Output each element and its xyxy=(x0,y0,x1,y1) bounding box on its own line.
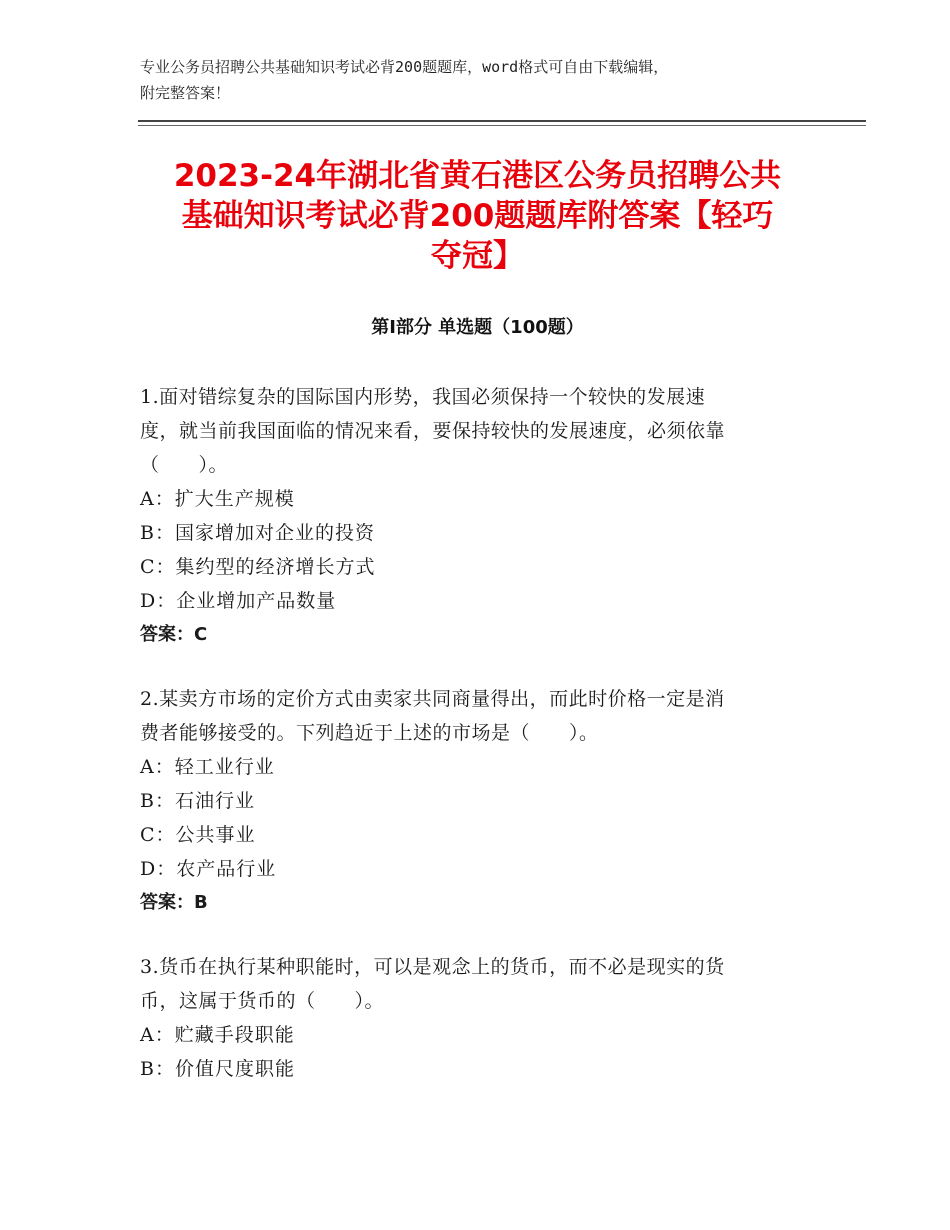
header-line-1: 专业公务员招聘公共基础知识考试必背200题题库，word格式可自由下载编辑， xyxy=(140,58,669,76)
option-d: D：企业增加产品数量 xyxy=(140,590,337,612)
page-header xyxy=(140,54,830,106)
answer: 答案：B xyxy=(140,892,208,913)
option-b: B：国家增加对企业的投资 xyxy=(140,522,375,544)
option-d: D：农产品行业 xyxy=(140,858,277,880)
question-stem-line: 币，这属于货币的（ ）。 xyxy=(140,990,385,1012)
question-stem-line: 2.某卖方市场的定价方式由卖家共同商量得出，而此时价格一定是消 xyxy=(140,688,725,710)
option-b: B：石油行业 xyxy=(140,790,255,812)
option-c: C：公共事业 xyxy=(140,824,256,846)
title-line-2: 基础知识考试必背200题题库附答案【轻巧 xyxy=(181,198,774,234)
header-line-2: 附完整答案！ xyxy=(140,84,231,102)
header-divider xyxy=(138,120,866,122)
option-a: A：轻工业行业 xyxy=(140,756,275,778)
question-stem-line: 度，就当前我国面临的情况来看，要保持较快的发展速度，必须依靠 xyxy=(140,420,726,442)
title-line-3: 夺冠】 xyxy=(431,238,524,274)
option-c: C：集约型的经济增长方式 xyxy=(140,556,376,578)
document-title xyxy=(140,156,815,276)
question-1 xyxy=(140,380,805,652)
answer: 答案：C xyxy=(140,624,208,645)
question-stem-line: 1.面对错综复杂的国际国内形势，我国必须保持一个较快的发展速 xyxy=(140,386,706,408)
option-a: A：贮藏手段职能 xyxy=(140,1024,295,1046)
section-heading: 第Ⅰ部分 单选题（100题） xyxy=(371,317,584,338)
question-list xyxy=(140,380,805,1116)
title-line-1: 2023-24年湖北省黄石港区公务员招聘公共 xyxy=(173,158,782,194)
header-divider-thin xyxy=(138,125,866,126)
question-3 xyxy=(140,950,805,1086)
option-a: A：扩大生产规模 xyxy=(140,488,295,510)
question-stem-line: 费者能够接受的。下列趋近于上述的市场是（ ）。 xyxy=(140,722,599,744)
question-stem-line: （ ）。 xyxy=(140,454,229,476)
option-b: B：价值尺度职能 xyxy=(140,1058,295,1080)
question-2 xyxy=(140,682,805,920)
question-stem-line: 3.货币在执行某种职能时，可以是观念上的货币，而不必是现实的货 xyxy=(140,956,725,978)
